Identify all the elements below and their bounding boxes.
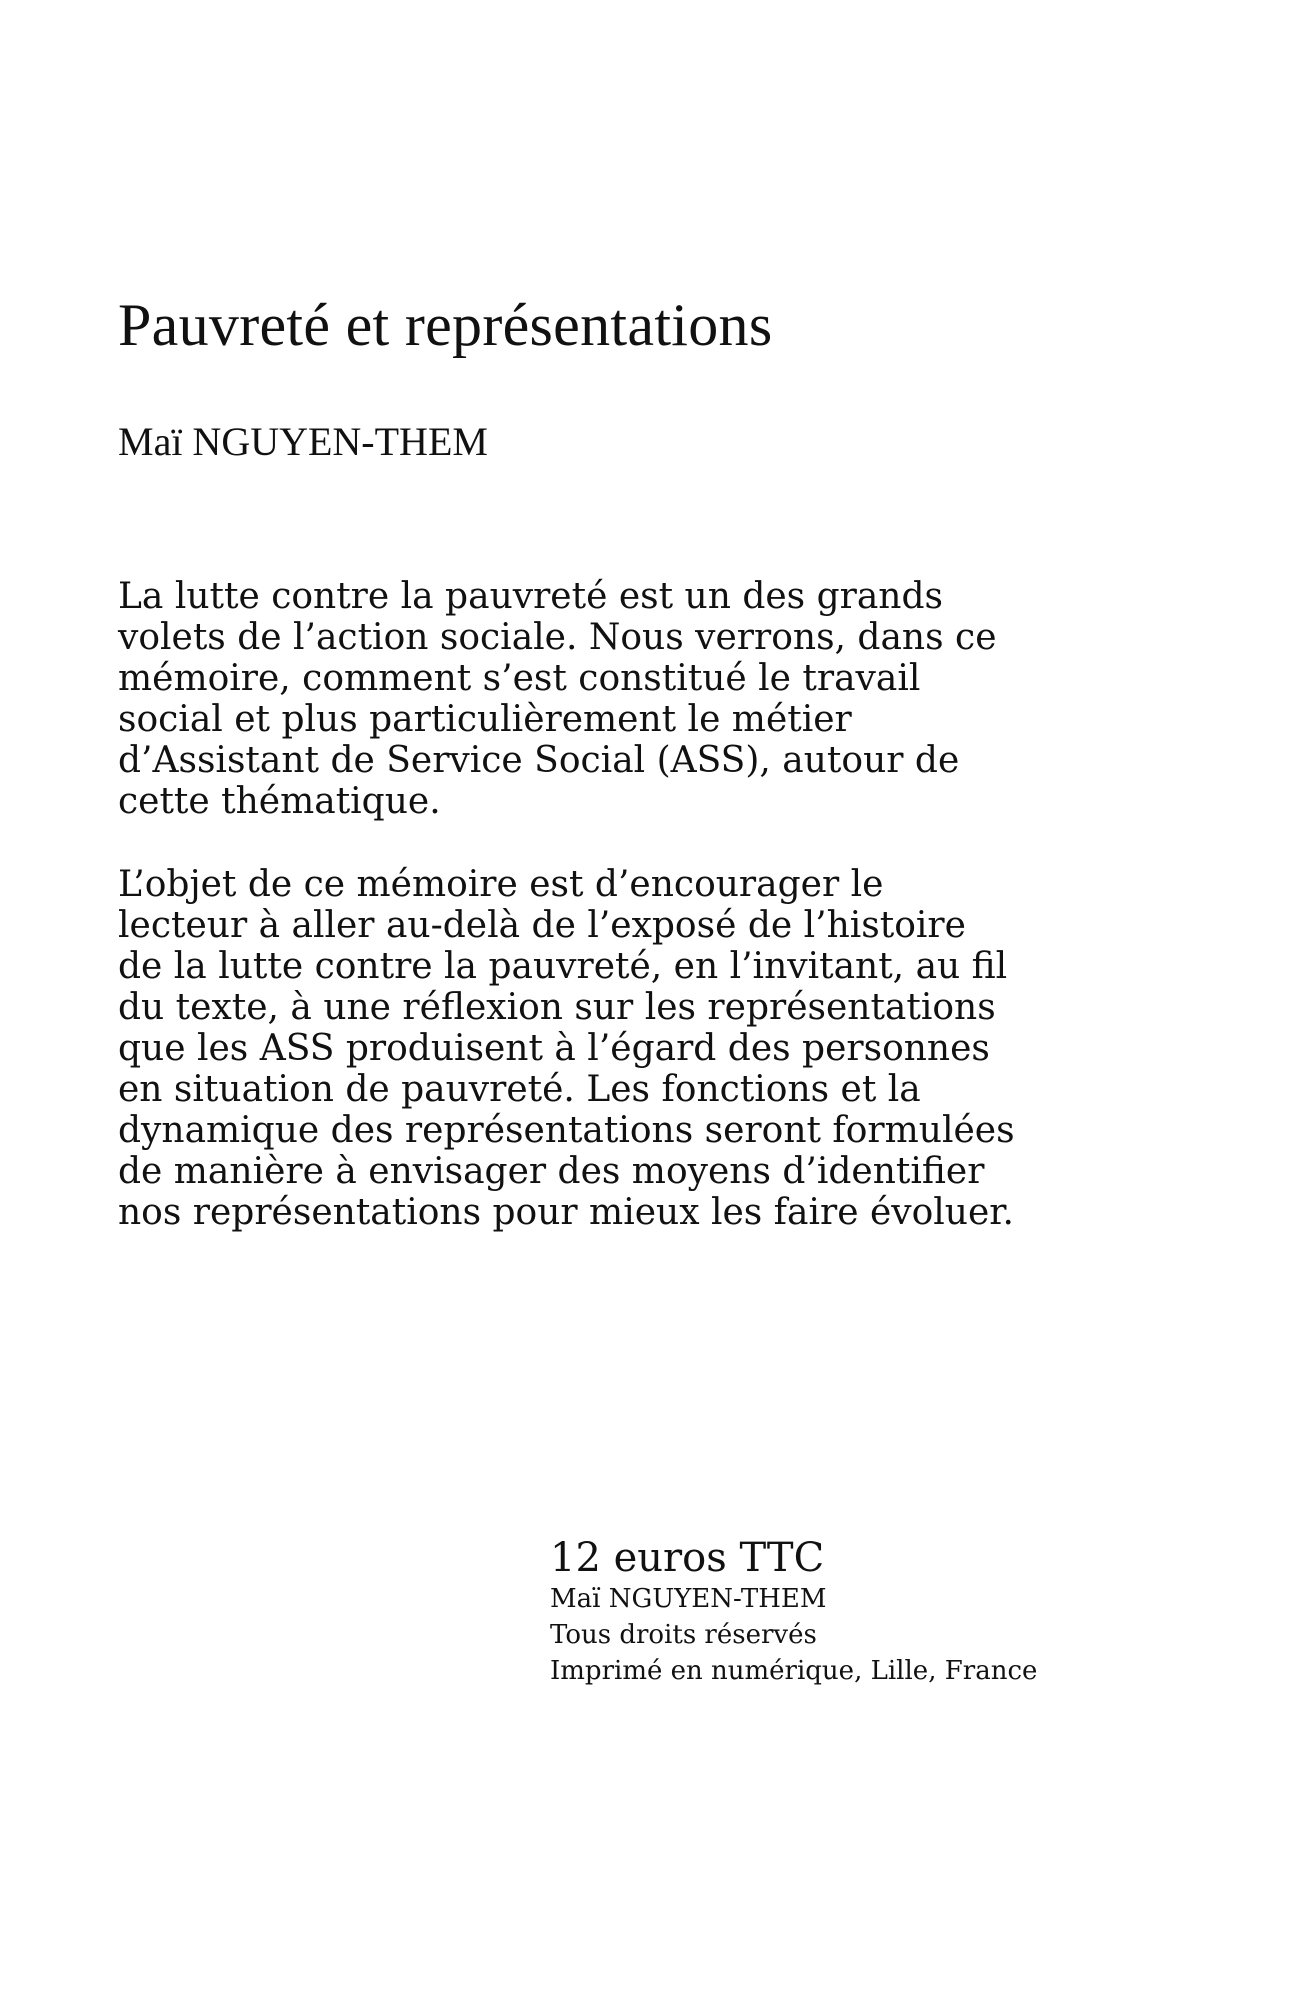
- colophon: [550, 1535, 1190, 1689]
- print-info: Imprimé en numérique, Lille, France: [550, 1656, 1038, 1686]
- book-author: Maï NGUYEN-THEM: [118, 419, 488, 464]
- summary-paragraph-2: L’objet de ce mémoire est d’encourager le lecteur à aller au-delà de l’exposé de l’histoire de la lutte contre la pauvreté, en l’invitant, au fil du texte, à une réflexion sur les représentations que les ASS produisent à l’égard des personnes en situation de pauvreté. Les fonctions et la dynamique des représentations seront formulées de manière à envisager des moyens d’identifier nos représentations pour mieux les faire évoluer.: [118, 864, 1015, 1233]
- rights-notice: Tous droits réservés: [550, 1620, 817, 1650]
- colophon-author: Maï NGUYEN-THEM: [550, 1584, 827, 1614]
- summary-paragraph-1: La lutte contre la pauvreté est un des grands volets de l’action sociale. Nous verrons, dans ce mémoire, comment s’est constitué le travail social et plus particulièrement le métier d’Assistant de Service Social (ASS), autour de cette thématique.: [118, 576, 997, 822]
- price-label: 12 euros TTC: [550, 1535, 825, 1581]
- summary: [118, 576, 1018, 1275]
- book-title: Pauvreté et représentations: [118, 292, 773, 358]
